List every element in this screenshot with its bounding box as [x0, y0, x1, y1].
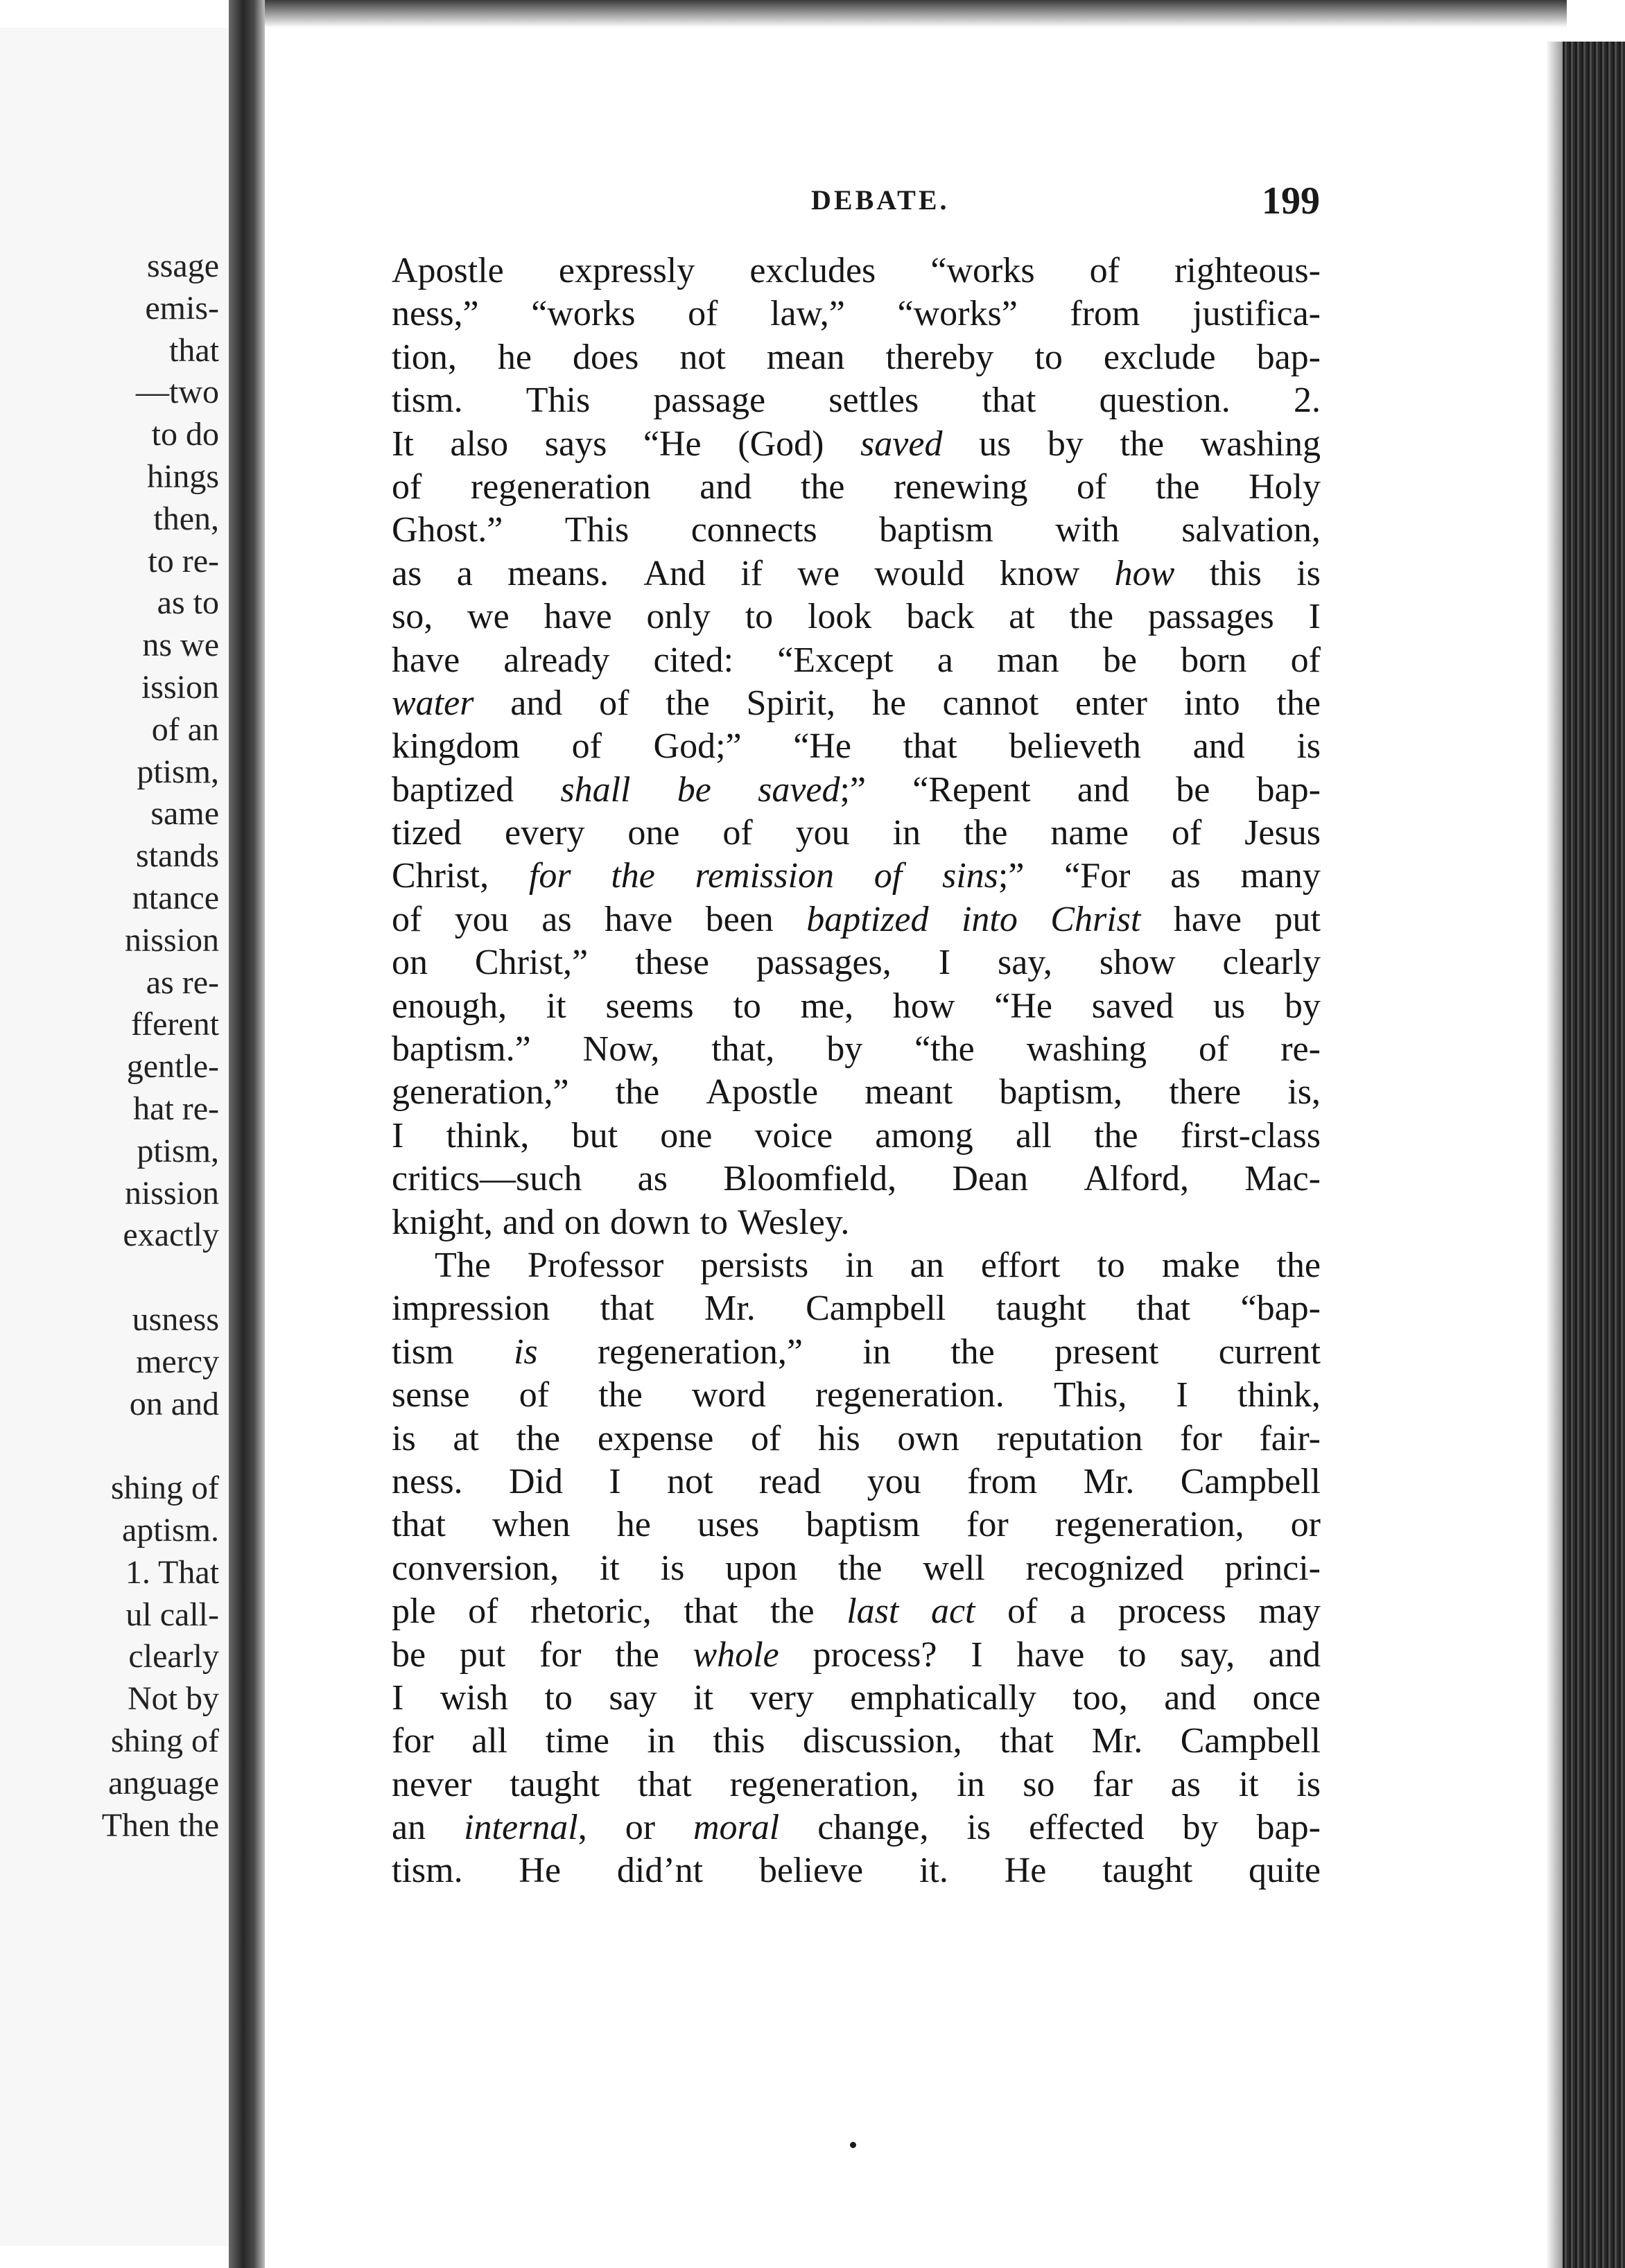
- printer-mark: [850, 2142, 856, 2148]
- text-line: knight, and on down to Wesley.: [392, 1202, 850, 1242]
- left-page-line: shing of: [111, 1722, 219, 1759]
- text-line: tized every one of you in the name of Jesus: [392, 813, 1321, 853]
- left-page-line: to re-: [148, 542, 219, 579]
- text-line: The Professor persists in an effort to make the: [435, 1245, 1321, 1285]
- left-page-line: 1. That: [125, 1553, 219, 1591]
- text-line: ness,” “works of law,” “works” from justifica-: [392, 294, 1321, 334]
- text-line: Apostle expressly excludes “works of righteous-: [392, 251, 1321, 290]
- left-page-line: exactly: [123, 1216, 219, 1254]
- text-line: Ghost.” This connects baptism with salvation,: [392, 510, 1321, 550]
- left-page-line: mercy: [136, 1343, 219, 1380]
- left-page-line: ptism,: [137, 1132, 219, 1169]
- text-line: enough, it seems to me, how “He saved us by: [392, 986, 1321, 1026]
- page-number: 199: [1262, 180, 1320, 223]
- book-gutter: [229, 0, 265, 2268]
- text-line: that when he uses baptism for regeneration, or: [392, 1505, 1321, 1545]
- left-page-line: ssage: [147, 247, 219, 284]
- text-line: never taught that regeneration, in so far as it is: [392, 1764, 1321, 1804]
- text-line: so, we have only to look back at the passages I: [392, 597, 1321, 637]
- text-line: baptism.” Now, that, by “the washing of re-: [392, 1029, 1321, 1070]
- text-line: baptized shall be saved;” “Repent and be bap-: [392, 769, 1321, 810]
- left-page-line: ul call-: [125, 1596, 219, 1633]
- left-page-line: stands: [136, 837, 219, 875]
- page-top-shadow: [229, 0, 1567, 28]
- left-page-line: ns we: [142, 627, 219, 664]
- text-line: sense of the word regeneration. This, I think,: [392, 1375, 1321, 1415]
- text-line: of regeneration and the renewing of the Holy: [392, 466, 1321, 507]
- text-line: tism. This passage settles that question. 2.: [392, 381, 1321, 421]
- text-line: as a means. And if we would know how this is: [392, 553, 1321, 593]
- left-page-line: nission: [124, 921, 219, 959]
- left-page-line: then,: [153, 500, 219, 537]
- left-page-line: same: [150, 795, 219, 832]
- text-line: tism. He did’nt believe it. He taught quite: [392, 1851, 1321, 1891]
- body-text: [392, 250, 1321, 1893]
- text-line: tion, he does not mean thereby to exclude bap-: [392, 337, 1321, 377]
- left-page-line: of an: [151, 710, 219, 748]
- text-line: Christ, for the remission of sins;” “For as many: [392, 856, 1321, 896]
- left-page-line: gentle-: [126, 1048, 219, 1085]
- text-line: critics—such as Bloomfield, Dean Alford, Mac-: [392, 1159, 1321, 1199]
- text-line: for all time in this discussion, that Mr. Campbell: [392, 1721, 1321, 1761]
- left-page-line: on and: [129, 1385, 219, 1422]
- left-page-line: anguage: [108, 1764, 219, 1802]
- text-line: kingdom of God;” “He that believeth and is: [392, 726, 1321, 767]
- text-line: an internal, or moral change, is effected by bap-: [392, 1808, 1321, 1848]
- left-page-line: emis-: [145, 289, 219, 326]
- fore-edge-shadow: [1546, 42, 1563, 2268]
- text-line: impression that Mr. Campbell taught that “bap-: [392, 1289, 1321, 1329]
- left-page-line: ptism,: [137, 753, 219, 790]
- text-line: have already cited: “Except a man be born of: [392, 640, 1321, 680]
- left-page-line: Not by: [128, 1680, 219, 1718]
- left-facing-page: [0, 28, 229, 2246]
- running-head: DEBATE.: [811, 184, 950, 216]
- left-page-line: hat re-: [133, 1090, 219, 1127]
- book-fore-edge: [1563, 42, 1625, 2268]
- left-page-line: hings: [146, 458, 219, 495]
- left-page-line: nission: [124, 1174, 219, 1212]
- left-page-line: ission: [141, 669, 219, 706]
- left-page-line: to do: [151, 416, 219, 453]
- left-page-line: shing of: [111, 1469, 219, 1507]
- left-page-line: that: [169, 331, 219, 369]
- left-page-line: ntance: [132, 880, 219, 916]
- text-line: is at the expense of his own reputation for fair-: [392, 1418, 1321, 1458]
- text-line: tism is regeneration,” in the present current: [392, 1332, 1321, 1372]
- text-line: ness. Did I not read you from Mr. Campbell: [392, 1461, 1321, 1501]
- text-line: I wish to say it very emphatically too, and once: [392, 1677, 1321, 1718]
- text-line: of you as have been baptized into Christ have put: [392, 899, 1321, 939]
- text-line: generation,” the Apostle meant baptism, there is,: [392, 1072, 1321, 1113]
- text-line: be put for the whole process? I have to say, and: [392, 1634, 1321, 1675]
- left-page-line: —two: [136, 374, 219, 411]
- text-line: I think, but one voice among all the first-class: [392, 1115, 1321, 1155]
- left-page-line: Then the: [101, 1806, 219, 1844]
- text-line: It also says “He (God) saved us by the washing: [392, 424, 1321, 464]
- left-page-line: clearly: [128, 1638, 219, 1675]
- left-page-line: usness: [132, 1301, 219, 1338]
- text-line: water and of the Spirit, he cannot enter into the: [392, 683, 1321, 723]
- text-line: on Christ,” these passages, I say, show clearly: [392, 943, 1321, 983]
- left-page-line: as re-: [146, 963, 219, 1001]
- left-page-line: fferent: [130, 1006, 219, 1043]
- text-line: ple of rhetoric, that the last act of a process may: [392, 1591, 1321, 1632]
- left-page-line: as to: [157, 584, 219, 622]
- left-page-line: aptism.: [122, 1512, 219, 1549]
- text-line: conversion, it is upon the well recognized princi-: [392, 1548, 1321, 1588]
